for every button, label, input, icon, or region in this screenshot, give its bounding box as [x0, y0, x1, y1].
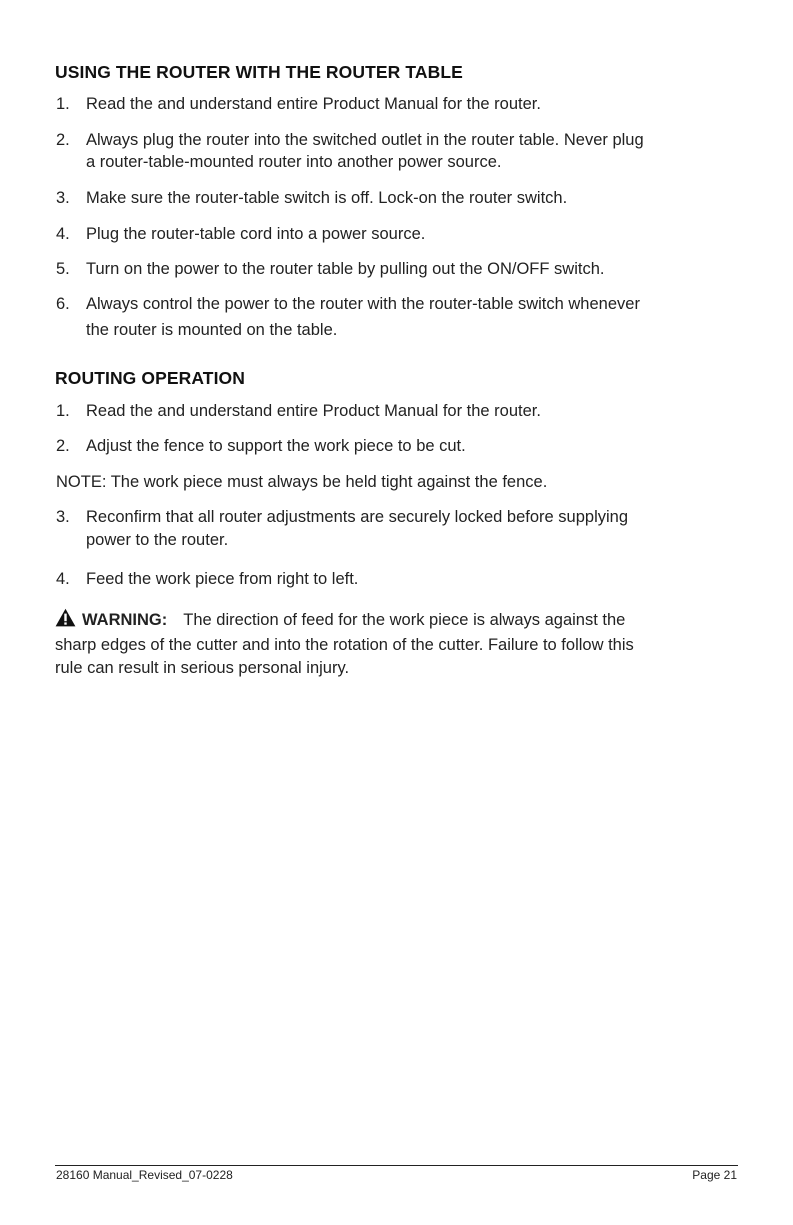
- section-heading-routing-operation: ROUTING OPERATION: [55, 368, 245, 388]
- warning-block: [55, 608, 625, 632]
- step-text: Always control the power to the router with the router-table switch whenever: [86, 295, 640, 313]
- footer-document-id: 28160 Manual_Revised_07-0228: [56, 1168, 233, 1182]
- step-text: Make sure the router-table switch is off. Lock-on the router switch.: [86, 189, 568, 207]
- step-number: 6.: [56, 295, 70, 313]
- step-text: Feed the work piece from right to left.: [86, 570, 359, 588]
- step-number: 4.: [56, 570, 70, 588]
- step-text-continued: a router-table-mounted router into another power source.: [86, 153, 502, 171]
- note-text: NOTE: The work piece must always be held tight against the fence.: [56, 473, 548, 491]
- warning-text-line3: rule can result in serious personal injury.: [55, 659, 350, 677]
- step-number: 2.: [56, 131, 70, 149]
- warning-triangle-icon: [55, 608, 76, 632]
- warning-text-line1: The direction of feed for the work piece is always against the: [183, 611, 626, 629]
- step-text: Adjust the fence to support the work piece to be cut.: [86, 437, 466, 455]
- step-text: Plug the router-table cord into a power source.: [86, 225, 426, 243]
- step-text-continued: power to the router.: [86, 531, 229, 549]
- footer-page-number: Page 21: [692, 1168, 737, 1182]
- step-number: 2.: [56, 437, 70, 455]
- step-text: Turn on the power to the router table by pulling out the ON/OFF switch.: [86, 260, 605, 278]
- warning-text-line2: sharp edges of the cutter and into the rotation of the cutter. Failure to follow this: [55, 636, 634, 654]
- step-number: 3.: [56, 508, 70, 526]
- step-text: Always plug the router into the switched outlet in the router table. Never plug: [86, 131, 644, 149]
- warning-label: WARNING:: [82, 611, 168, 629]
- step-text: Read the and understand entire Product Manual for the router.: [86, 95, 541, 113]
- footer-divider: [55, 1165, 738, 1166]
- step-number: 1.: [56, 402, 70, 420]
- step-number: 5.: [56, 260, 70, 278]
- step-text: Read the and understand entire Product Manual for the router.: [86, 402, 541, 420]
- step-number: 3.: [56, 189, 70, 207]
- step-number: 1.: [56, 95, 70, 113]
- step-text: Reconfirm that all router adjustments are securely locked before supplying: [86, 508, 629, 526]
- section-heading-router-table: USING THE ROUTER WITH THE ROUTER TABLE: [55, 62, 463, 82]
- step-text-continued: the router is mounted on the table.: [86, 321, 338, 339]
- step-number: 4.: [56, 225, 70, 243]
